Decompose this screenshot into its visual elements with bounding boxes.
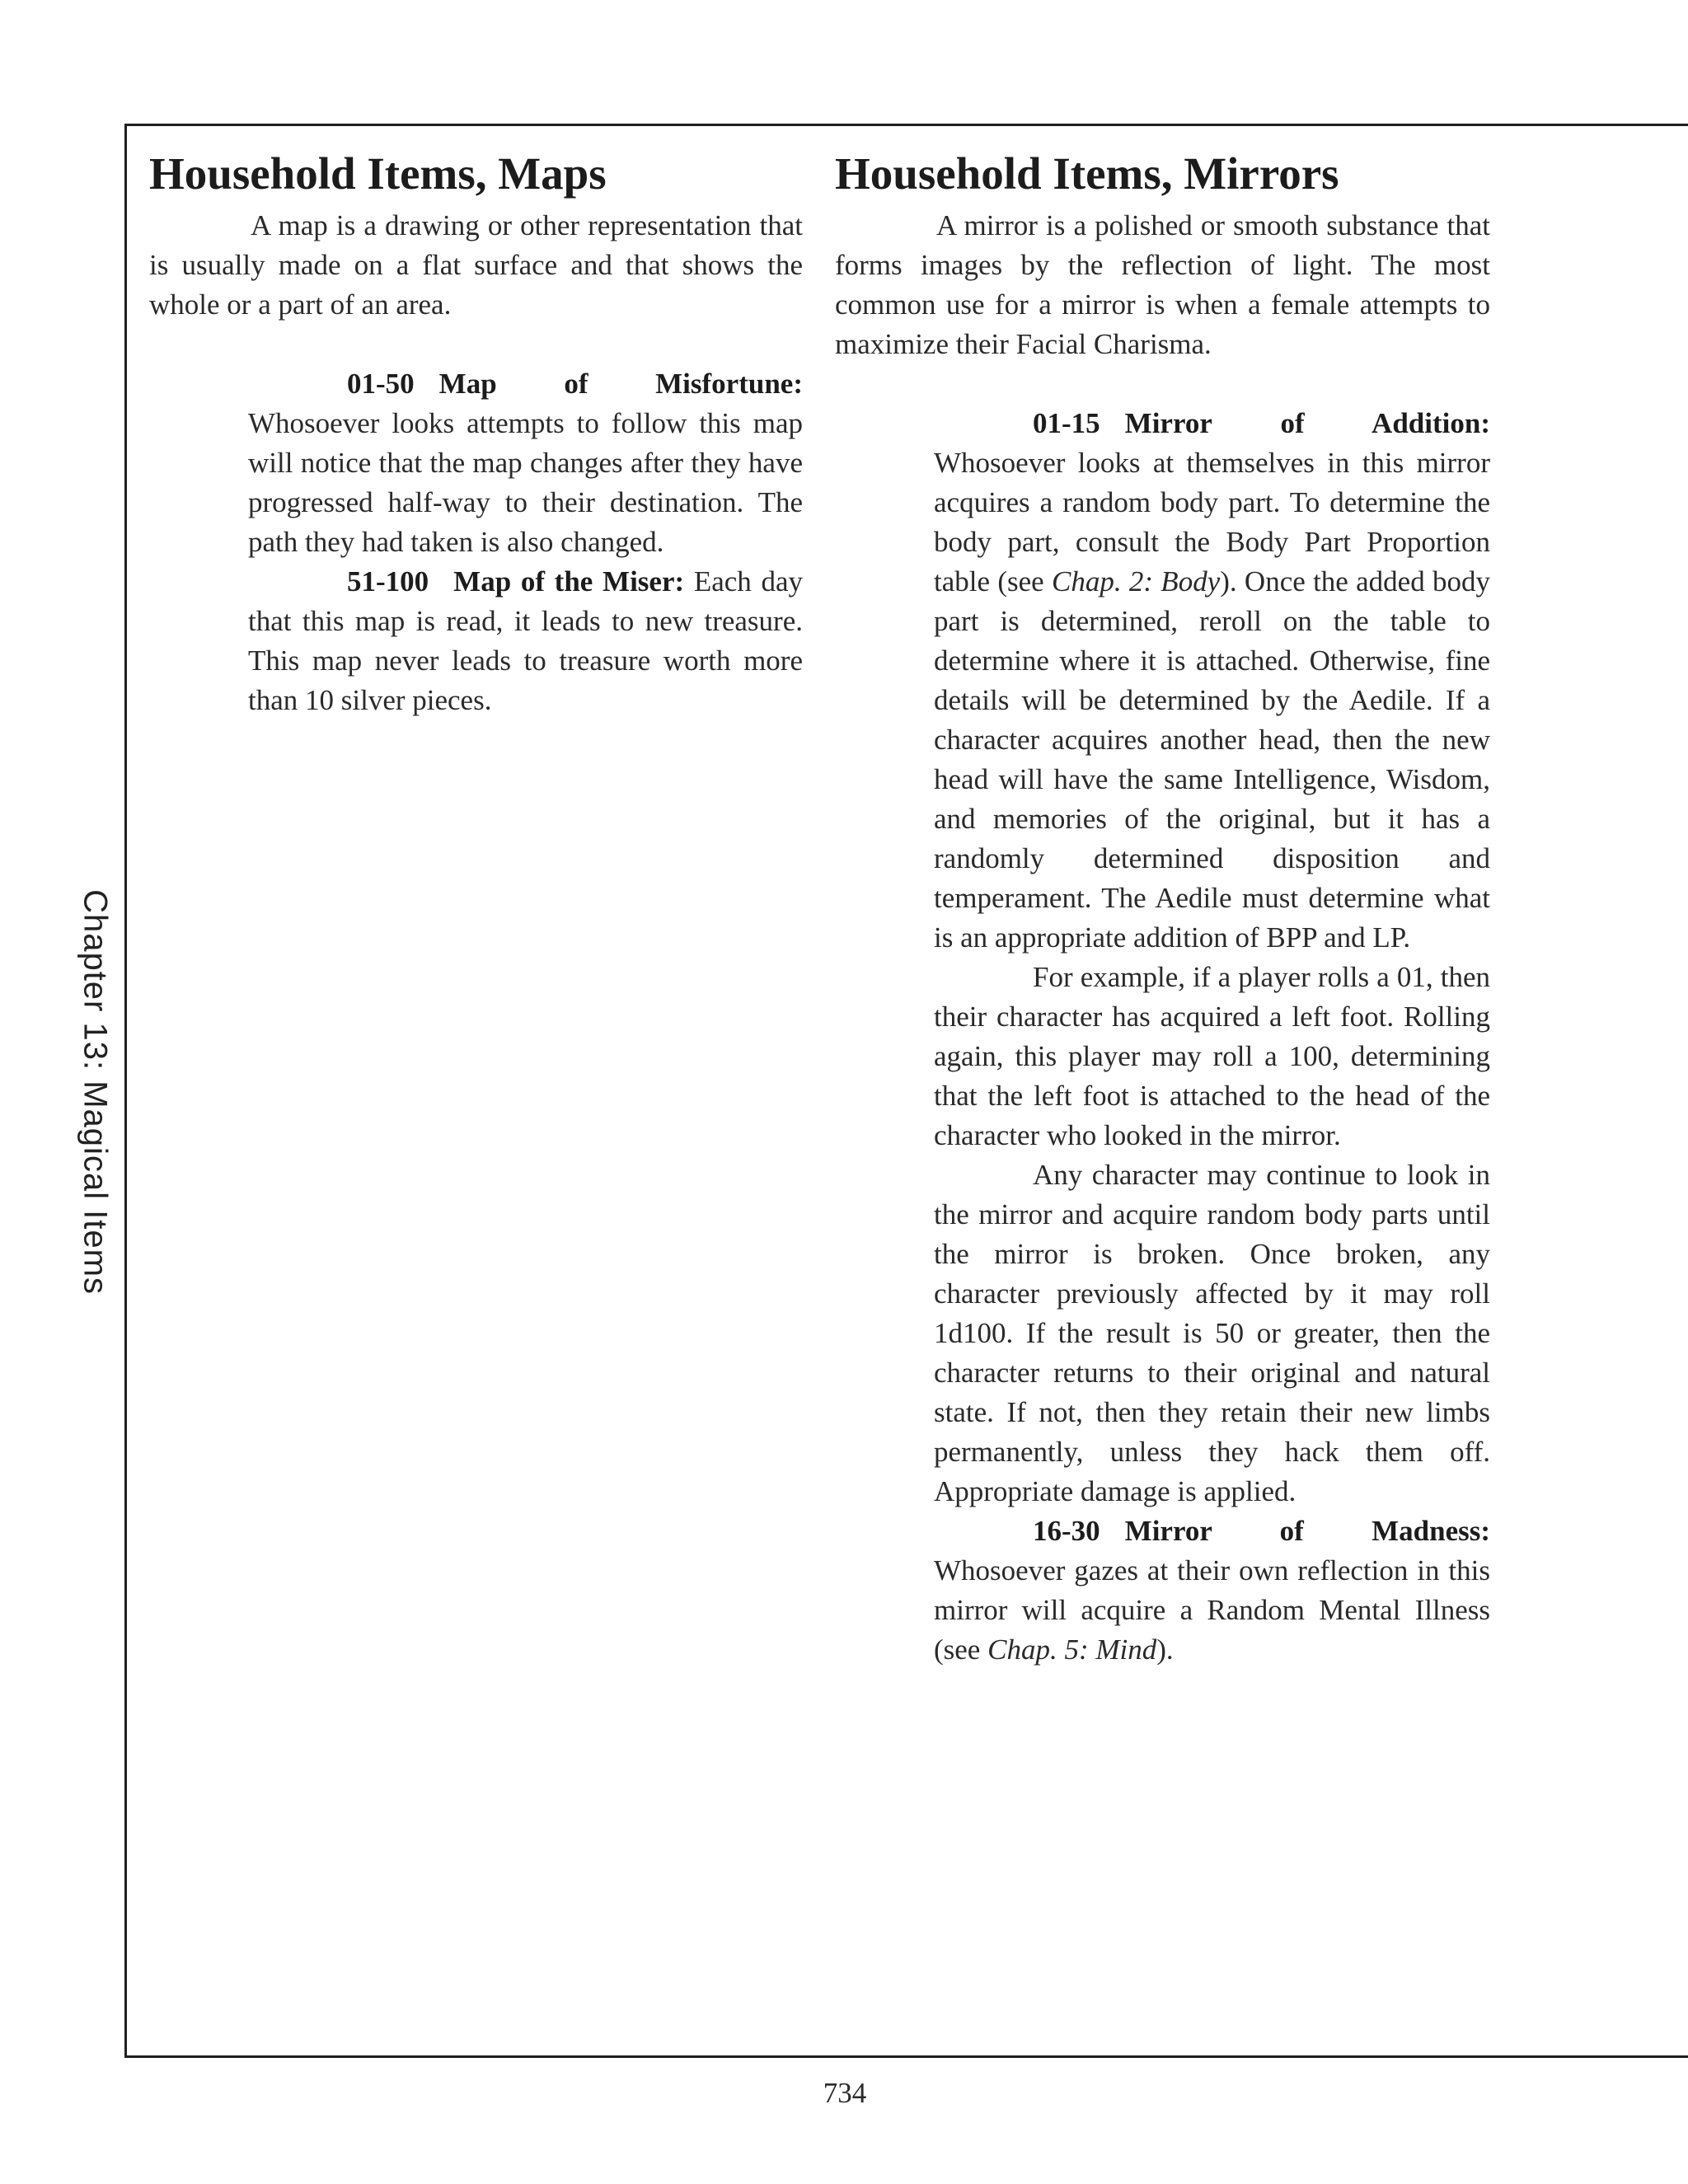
entry-code: 01-15	[1033, 407, 1100, 439]
frame-left-rule	[124, 124, 127, 2058]
entry-text: Whosoever gazes at their own reflection in this mirror will acquire a Random Mental Illness (see	[934, 1554, 1490, 1666]
entry-name: Mirror of Madness:	[1124, 1515, 1490, 1547]
entry-mirror-of-addition	[934, 404, 1490, 958]
entry-name: Map of the Miser:	[453, 565, 685, 598]
entry-text-cont: ). Once the added body part is determined, reroll on the table to determine where it is attached. Otherwise, fine details will be determined by the Aedile. If a character acquires another head, then the new head will have the same Intelligence, Wisdom, and memories of the original, but it has a randomly determined disposition and temperament. The Aedile must determine what is an appropriate addition of BPP and LP.	[934, 565, 1490, 954]
entry-text: Whosoever looks attempts to follow this map will notice that the map changes after they have progressed half-way to their destination. The path they had taken is also changed.	[248, 407, 803, 558]
mirrors-entries	[934, 404, 1490, 1670]
entry-map-of-the-miser	[248, 562, 803, 720]
entry-text: Whosoever looks at themselves in this mirror acquires a random body part. To determine the body part, consult the Body Part Proportion table (see	[934, 447, 1490, 598]
addition-broken-paragraph: Any character may continue to look in the mirror and acquire random body parts until the mirror is broken. Once broken, any character previously affected by it may roll 1d100. If the result is 50 or greater, then the character returns to their original and natural state. If not, then they retain their new limbs permanently, unless they hack them off. Appropriate damage is applied.	[934, 1159, 1490, 1507]
entry-text-cont: ).	[1156, 1633, 1174, 1666]
entry-code: 16-30	[1033, 1515, 1100, 1547]
mirrors-heading: Household Items, Mirrors	[835, 148, 1339, 199]
entry-code: 51-100	[347, 565, 429, 598]
page-number: 734	[823, 2077, 867, 2109]
mirrors-intro: A mirror is a polished or smooth substance that forms images by the reflection of light. The most common use for a mirror is when a female attempts to maximize their Facial Charisma.	[835, 209, 1490, 360]
mirrors-column	[835, 148, 1490, 1670]
frame-bottom-rule	[124, 2055, 1688, 2058]
maps-column	[149, 148, 803, 720]
chapter-reference: Chap. 2: Body	[1051, 565, 1221, 598]
maps-heading: Household Items, Maps	[149, 148, 607, 199]
entry-mirror-of-madness	[934, 1511, 1490, 1670]
entry-code: 01-50	[347, 368, 415, 400]
maps-entries	[248, 364, 803, 720]
chapter-side-tab: Chapter 13: Magical Items	[77, 889, 114, 1295]
entry-map-of-misfortune	[248, 364, 803, 562]
addition-example-paragraph: For example, if a player rolls a 01, then their character has acquired a left foot. Rolling again, this player may roll a 100, determining that the left foot is attached to the head of the character who looked in the mirror.	[934, 961, 1490, 1151]
entry-name: Mirror of Addition:	[1124, 407, 1490, 439]
maps-intro: A map is a drawing or other representation that is usually made on a flat surface and that shows the whole or a part of an area.	[149, 209, 803, 321]
entry-name: Map of Misfortune:	[438, 368, 803, 400]
chapter-reference: Chap. 5: Mind	[987, 1633, 1157, 1666]
frame-top-rule	[124, 124, 1688, 126]
entry-text: Each day that this map is read, it leads to new treasure. This map never leads to treasure worth more than 10 silver pieces.	[248, 565, 803, 716]
